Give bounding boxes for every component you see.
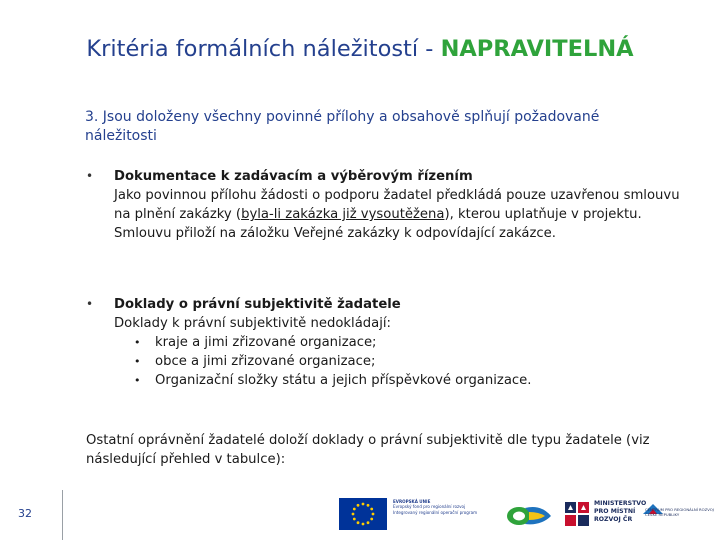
ministry-text-line: ROZVOJ ČR [594,515,633,523]
ministry-text-line: MINISTERSTVO [594,500,647,507]
item-intro: Doklady k právní subjektivitě nedokládají: [114,316,392,331]
sub-item-text: kraje a jimi zřizované organizace; [155,335,377,350]
footer-divider [62,490,63,540]
item-content [114,167,680,243]
eu-text-line: Integrovaný regionální operační program [393,509,478,515]
sub-item-text: Organizační složky státu a jejich příspěvkové organizace. [155,373,532,388]
irop-logo-icon [505,504,553,528]
ministry-text [594,500,646,523]
crr-text-line: ČESKÉ REPUBLIKY [645,511,680,517]
eu-text-line: EVROPSKÁ UNIE [393,499,431,504]
eu-text [393,499,493,515]
item-title: Doklady o právní subjektivitě žadatele [114,297,401,312]
item-title: Dokumentace k zadávacím a výběrovým řízením [114,169,473,184]
item-text [114,186,680,243]
sub-list-item [134,371,680,390]
slide-title-accent: NAPRAVITELNÁ [440,36,634,62]
item-text-before: Jako povinnou přílohu žádosti o podporu žadatel předkládá pouze uzavřenou smlouvu na plnění zakázky ( [114,188,680,222]
item-text-underlined: byla-li zakázka již vysoutěžena [241,207,445,222]
sub-bullet: • [134,355,141,368]
slide-title-main: Kritéria formálních náležitostí - [86,36,441,62]
ministry-text-line: PRO MÍSTNÍ [594,507,636,515]
eu-flag-icon [339,498,387,530]
slide-title [0,36,720,62]
page-number: 32 [18,507,32,520]
bullet: • [86,297,94,311]
sub-list-item [134,352,680,371]
mmr-logo-icon [564,501,590,527]
sub-item-text: obce a jimi zřizované organizace; [155,354,376,369]
bullet: • [86,169,94,183]
list-item-documentation [86,167,686,243]
item-content [114,295,680,390]
footer-logos [335,492,720,540]
sub-list-item [134,333,680,352]
sub-list [114,333,680,390]
sub-bullet: • [134,336,141,349]
list-item-legal-subjectivity [86,295,686,390]
closing-paragraph: Ostatní oprávnění žadatelé doloží doklady o právní subjektivitě dle typu žadatele (viz následující přehled v tabulce): [86,433,650,467]
sub-bullet: • [134,374,141,387]
crr-text [645,508,720,518]
item-text-after: ), kterou uplatňuje v projektu. Smlouvu přiloží na záložku Veřejné zakázky k odpovídající zakázce. [114,207,642,241]
crr-text-line: CENTRUM PRO REGIONÁLNÍ ROZVOJ [645,507,714,512]
eu-text-line: Evropský fond pro regionální rozvoj [393,504,466,510]
section-heading: 3. Jsou doloženy všechny povinné přílohy a obsahově splňují požadované náležitosti [85,109,600,144]
